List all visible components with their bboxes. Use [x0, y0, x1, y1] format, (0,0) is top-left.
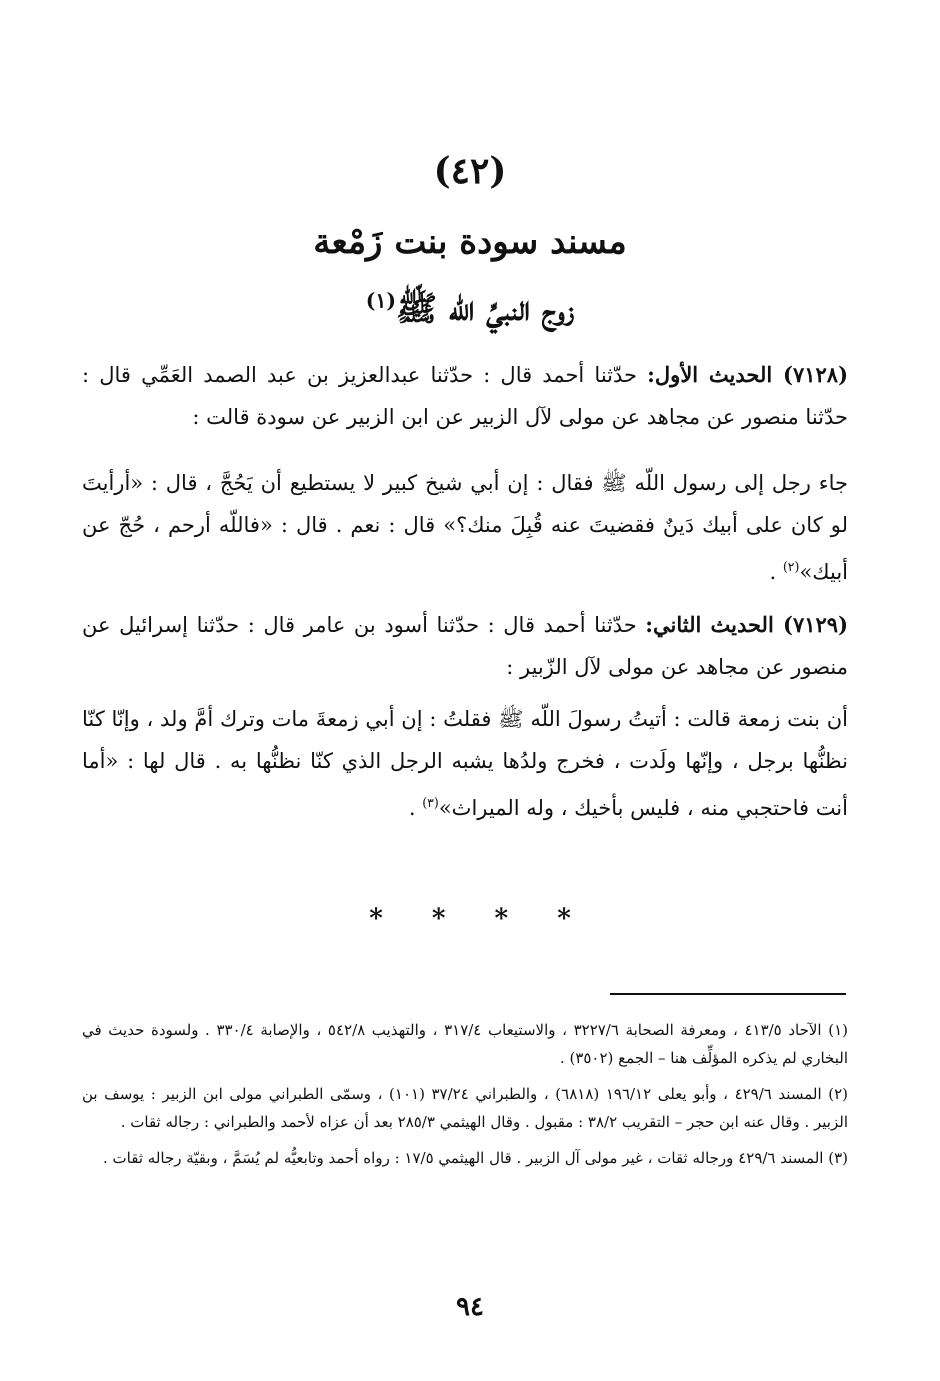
chapter-subtitle [0, 288, 940, 337]
isnad-text: حدّثنا أحمد قال : حدّثنا أسود بن عامر قال : حدّثنا إسرائيل عن منصور عن مجاهد عن مولى لآل الزّبير : [82, 613, 848, 679]
subtitle-text: زوج النبيِّ اللّه ﷺ [396, 289, 575, 329]
star-glyph: * [494, 904, 509, 934]
footnote-2: (٢) المسند ٤٢٩/٦ ، وأبو يعلى ١٩٦/١٢ (٦٨١٨) ، والطبراني ٣٧/٢٤ (١٠١) ، وسمّى الطبراني مولى ابن الزبير : يوسف بن الزبير . وقال عنه ابن حجر – التقريب ٣٨/٢ : مقبول . وقال الهيثمي ٢٨٥/٣ بعد أن عزاه لأحمد والطبراني : رجاله ثقات . [82, 1085, 848, 1131]
hadith-heading: (٧١٢٨) الحديث الأول: [647, 362, 848, 387]
matn-text: أن بنت زمعة قالت : أتيتُ رسولَ اللّه ﷺ فقلتُ : إن أبي زمعةَ مات وترك أمَّ ولد ، وإنّا كنّا نظنُّها برجل ، وإنّها ولَدت ، فخرج ولدُها يشبه الرجل الذي كنّا نظنُّها به . قال لها : «أما أنت فاحتجبي منه ، فليس بأخيك ، وله الميراث» [82, 707, 848, 820]
star-glyph: * [369, 904, 383, 934]
footnotes [82, 1016, 848, 1180]
hadith-1-isnad [82, 354, 848, 438]
matn-text: جاء رجل إلى رسول اللّه ﷺ فقال : إن أبي شيخ كبير لا يستطيع أن يَحُجَّ ، قال : «أرأيتَ لو كان على أبيك دَينٌ فقضيتَ عنه قُبِلَ منك؟» قال : نعم . قال : «فاللّه أرحم ، حُجّ عن أبيك» [82, 471, 848, 584]
page-number: ٩٤ [456, 1292, 484, 1322]
hadith-2-isnad [82, 604, 848, 688]
hadith-heading: (٧١٢٩) الحديث الثاني: [645, 612, 848, 637]
footnote-divider [610, 993, 846, 995]
footnote-3: (٣) المسند ٤٢٩/٦ ورجاله ثقات ، غير مولى آل الزبير . قال الهيثمي ١٧/٥ : رواه أحمد وتابعيُّه لم يُسَمَّ ، وبقيّة رجاله ثقات . [103, 1149, 848, 1167]
isnad-text: حدّثنا أحمد قال : حدّثنا عبدالعزيز بن عبد الصمد العَمِّي قال : حدّثنا منصور عن مجاهد عن مولى لآل الزبير عن ابن الزبير عن سودة قالت : [82, 363, 848, 429]
hadith-1-matn [82, 462, 848, 593]
matn-end: . [769, 560, 783, 584]
chapter-number: (٤٢) [433, 150, 507, 192]
star-glyph: * [431, 904, 446, 934]
star-glyph: * [557, 904, 571, 934]
section-separator [0, 904, 940, 934]
footnote-ref: (٢) [782, 559, 800, 574]
matn-end: . [408, 796, 423, 820]
footnote-1: (١) الآحاد ٤١٣/٥ ، ومعرفة الصحابة ٣٢٢٧/٦ ، والاستيعاب ٣١٧/٤ ، والتهذيب ٥٤٢/٨ ، والإصابة ٣٣٠/٤ . ولسودة حديث في البخاري لم يذكره المؤلِّف هنا – الجمع (٣٥٠٢) . [82, 1021, 848, 1067]
footnote-ref: (١) [365, 288, 396, 313]
footnote-ref: (٣) [422, 795, 439, 810]
hadith-2-matn [82, 698, 848, 829]
chapter-title: مسند سودة بنت زَمْعة [313, 222, 627, 262]
